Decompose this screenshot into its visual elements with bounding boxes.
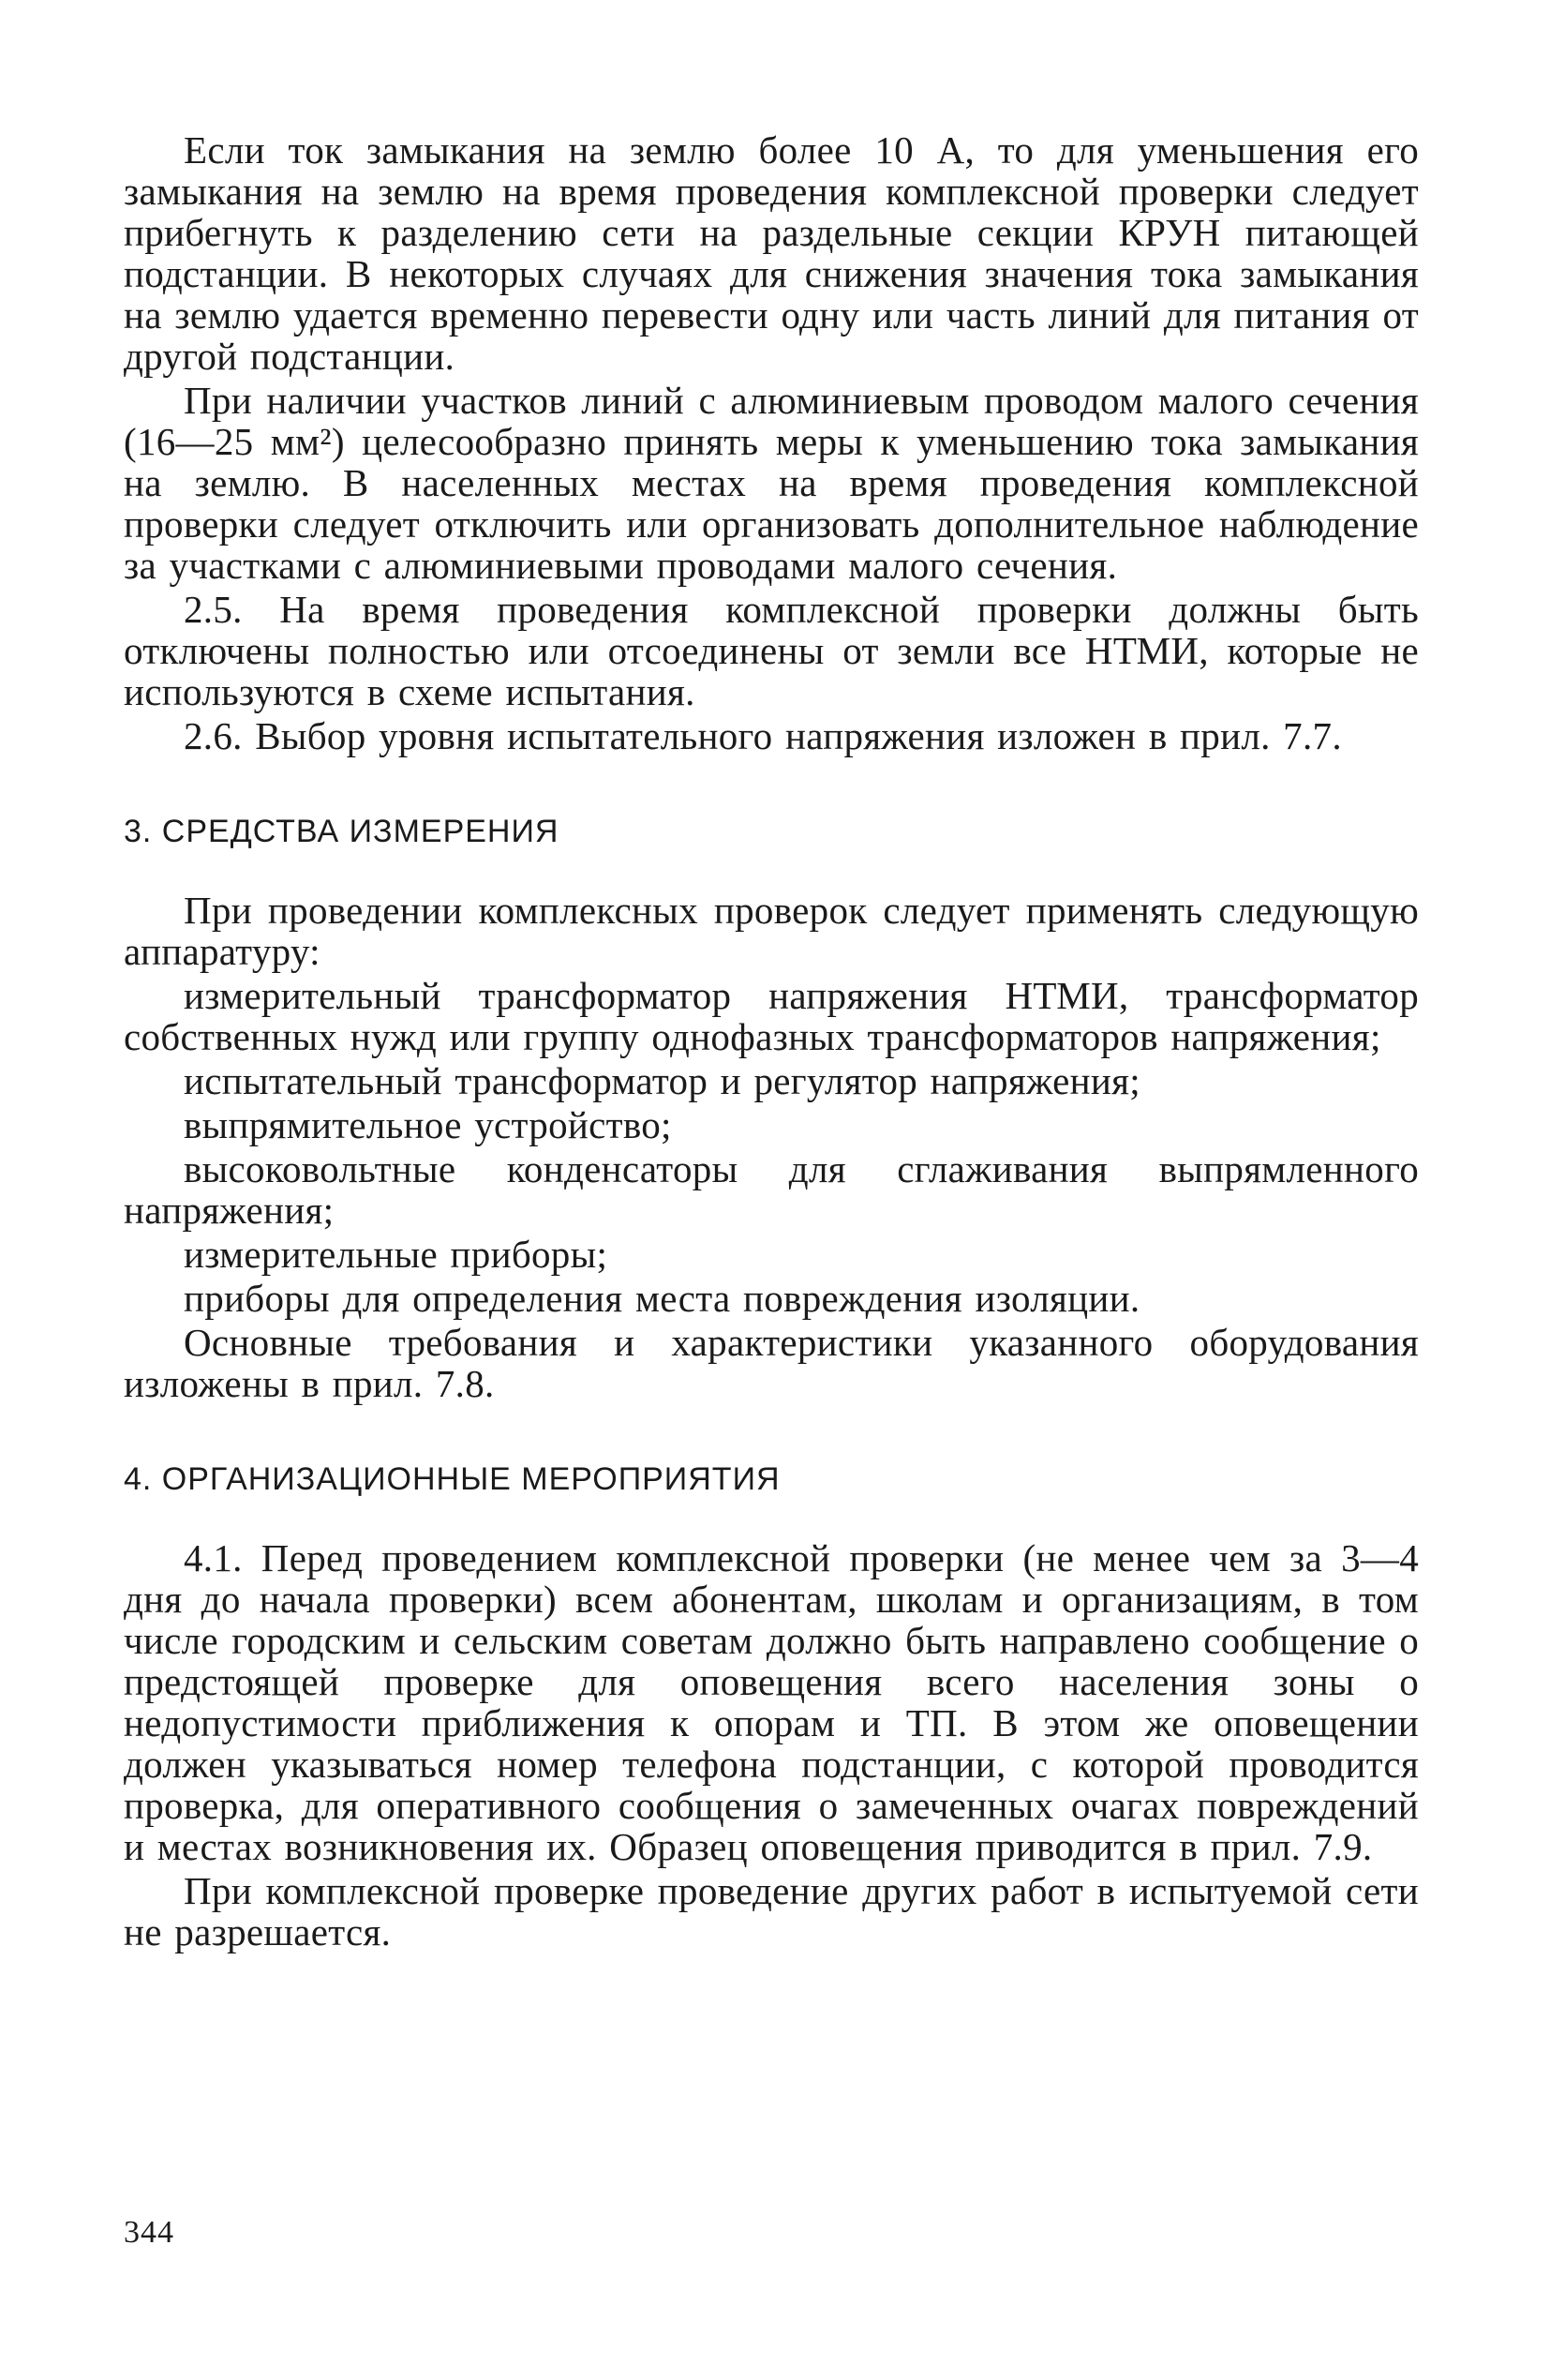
paragraph-4-1: 4.1. Перед проведением комплексной проверки (не менее чем за 3—4 дня до начала проверки) всем абонентам, школам и организациям, в том числе городским и сельским советам должно быть направлено сообщение о предстоящей проверке для оповещения всего населения зоны о недопустимости приближения к опорам и ТП. В этом же оповещении должен указываться номер телефона подстанции, с которой проводится проверка, для оперативного сообщения о замеченных очагах повреждений и местах возникновения их. Образец оповещения приводится в прил. 7.9. bbox=[124, 1536, 1419, 1868]
section-3-heading: 3. СРЕДСТВА ИЗМЕРЕНИЯ bbox=[124, 814, 559, 849]
paragraph-2-5: 2.5. На время проведения комплексной проверки должны быть отключены полностью или отсоединены от земли все НТМИ, которые не используются в схеме испытания. bbox=[124, 588, 1419, 713]
equipment-list-item: приборы для определения места повреждения изоляции. bbox=[184, 1277, 1140, 1320]
paragraph-aluminium-wires: При наличии участков линий с алюминиевым проводом малого сечения (16—25 мм²) целесообразно принять меры к уменьшению тока замыкания на землю. В населенных местах на время проведения комплексной проверки следует отключить или организовать дополнительное наблюдение за участками с алюминиевыми проводами малого сечения. bbox=[124, 379, 1419, 587]
equipment-list-item: высоковольтные конденсаторы для сглаживания выпрямленного напряжения; bbox=[124, 1147, 1419, 1232]
section-4-heading: 4. ОРГАНИЗАЦИОННЫЕ МЕРОПРИЯТИЯ bbox=[124, 1461, 781, 1497]
text-column bbox=[124, 129, 1419, 1953]
section-3-closing: Основные требования и характеристики указанного оборудования изложены в прил. 7.8. bbox=[124, 1321, 1419, 1405]
paragraph-ground-fault-current: Если ток замыкания на землю более 10 А, то для уменьшения его замыкания на землю на время проведения комплексной проверки следует прибегнуть к разделению сети на раздельные секции КРУН питающей подстанции. В некоторых случаях для снижения значения тока замыкания на землю удается временно перевести одну или часть линий для питания от другой подстанции. bbox=[124, 128, 1419, 378]
equipment-list-item: выпрямительное устройство; bbox=[184, 1103, 672, 1146]
section-3-intro: При проведении комплексных проверок следует применять следующую аппаратуру: bbox=[124, 889, 1419, 973]
equipment-list-item: измерительные приборы; bbox=[184, 1233, 608, 1276]
equipment-list-item: измерительный трансформатор напряжения НТМИ, трансформатор собственных нужд или группу однофазных трансформаторов напряжения; bbox=[124, 974, 1419, 1058]
equipment-list-item: испытательный трансформатор и регулятор напряжения; bbox=[184, 1059, 1140, 1102]
page-number: 344 bbox=[124, 2215, 174, 2250]
paragraph-other-works: При комплексной проверке проведение других работ в испытуемой сети не разрешается. bbox=[124, 1869, 1419, 1953]
paragraph-2-6: 2.6. Выбор уровня испытательного напряжения изложен в прил. 7.7. bbox=[184, 714, 1342, 757]
